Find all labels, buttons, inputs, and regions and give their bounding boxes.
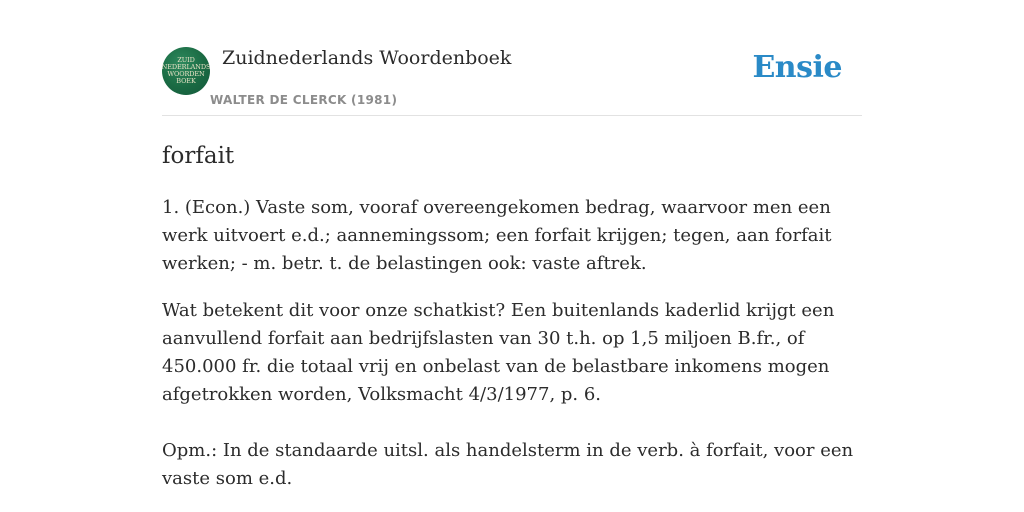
usage-note-text: Opm.: In de standaarde uitsl. als handelsterm in de verb. à forfait, voor een vaste som e.d. [162,440,854,489]
definition-text: 1. (Econ.) Vaste som, vooraf overeengekomen bedrag, waarvoor men een werk uitvoert e.d.; aannemingssom; een forfait krijgen; tegen, aan forfait werken; - m. betr. t. de belastingen ook: vaste aftrek. [162,197,832,274]
citation-text: Wat betekent dit voor onze schatkist? Een buitenlands kaderlid krijgt een aanvullend forfait aan bedrijfslasten van 30 t.h. op 1,5 miljoen B.fr., of 450.000 fr. die totaal vrij en onbelast van de belastbare inkomens mogen afgetrokken worden, Volksmacht 4/3/1977, p. 6. [162,300,835,405]
logo-line-3: WOORDEN [167,70,205,78]
logo-line-1: ZUID [177,56,195,64]
book-title-link[interactable]: Zuidnederlands Woordenboek [222,47,512,69]
entry-page [162,0,862,493]
logo-line-4: BOEK [176,77,196,85]
book-author: WALTER DE CLERCK (1981) [210,93,398,107]
ensie-logo-link[interactable]: Ensie [752,50,842,85]
logo-line-2: NEDERLANDS [162,63,210,71]
header [162,46,862,116]
book-cover-logo[interactable] [162,47,210,95]
headword: forfait [162,143,235,169]
